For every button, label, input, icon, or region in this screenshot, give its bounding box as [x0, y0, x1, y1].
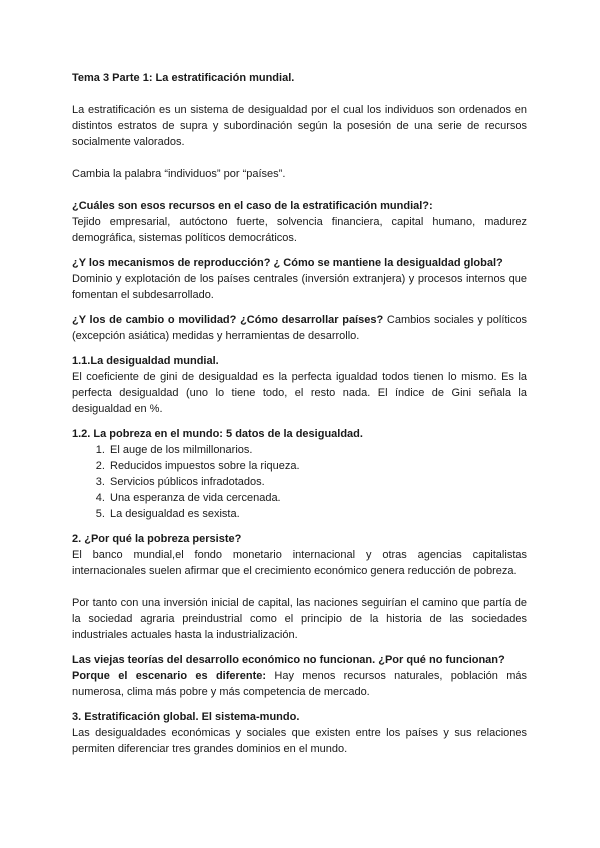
q1-question: ¿Cuáles son esos recursos en el caso de la estratificación mundial?: — [72, 200, 433, 212]
old-theories-answer — [72, 668, 527, 700]
list-item: 2. Reducidos impuestos sobre la riqueza. — [108, 458, 527, 474]
document-page — [72, 70, 527, 757]
section-1-1-heading: 1.1.La desigualdad mundial. — [72, 355, 219, 367]
q2-answer: Dominio y explotación de los países centrales (inversión extranjera) y procesos internos que fomentan el subdesarrollado. — [72, 273, 527, 301]
inequality-list — [72, 442, 527, 522]
old-theories-question: Las viejas teorías del desarrollo económico no funcionan. ¿Por qué no funcionan? — [72, 654, 505, 666]
q3-question: ¿Y los de cambio o movilidad? ¿Cómo desarrollar países? — [72, 314, 384, 326]
document-title: Tema 3 Parte 1: La estratificación mundial. — [72, 72, 295, 84]
list-item: 5. La desigualdad es sexista. — [108, 506, 527, 522]
section-3-heading: 3. Estratificación global. El sistema-mundo. — [72, 711, 300, 723]
q3-paragraph — [72, 312, 527, 344]
section-2-heading: 2. ¿Por qué la pobreza persiste? — [72, 533, 242, 545]
section-2-body-1: El banco mundial,el fondo monetario internacional y otras agencias capitalistas internacionales suelen afirmar que el crecimiento económico genera reducción de pobreza. — [72, 549, 527, 577]
q1-answer: Tejido empresarial, autóctono fuerte, solvencia financiera, capital humano, madurez demográfica, sistemas políticos democráticos. — [72, 216, 527, 244]
section-3-body: Las desigualdades económicas y sociales que existen entre los países y sus relaciones permiten diferenciar tres grandes dominios en el mundo. — [72, 727, 527, 755]
q2-question: ¿Y los mecanismos de reproducción? ¿ Cómo se mantiene la desigualdad global? — [72, 257, 503, 269]
section-1-2-heading: 1.2. La pobreza en el mundo: 5 datos de la desigualdad. — [72, 428, 363, 440]
list-item: 4. Una esperanza de vida cercenada. — [108, 490, 527, 506]
section-1-1-body: El coeficiente de gini de desigualdad es la perfecta igualdad todos tienen lo mismo. Es la perfecta desigualdad (uno lo tiene todo, el resto nada. El índice de Gini señala la desigualdad en %. — [72, 371, 527, 415]
q3-answer: Cambios sociales y políticos (excepción asiática) medidas y herramientas de desarrollo. — [72, 314, 527, 342]
list-item: 3. Servicios públicos infradotados. — [108, 474, 527, 490]
list-item: 1. El auge de los milmillonarios. — [108, 442, 527, 458]
note-paragraph: Cambia la palabra “individuos” por “países”. — [72, 168, 286, 180]
intro-paragraph: La estratificación es un sistema de desigualdad por el cual los individuos son ordenados en distintos estratos de supra y subordinación según la posesión de una serie de recursos socialmente valorados. — [72, 104, 527, 148]
old-theories-text: Hay menos recursos naturales, población más numerosa, clima más pobre y más competencia de mercado. — [72, 670, 527, 698]
old-theories-lead: Porque el escenario es diferente: — [72, 670, 267, 682]
section-2-body-2: Por tanto con una inversión inicial de capital, las naciones seguirían el camino que partía de la sociedad agraria preindustrial como el principio de la historia de las sociedades industriales actuales hasta la industrialización. — [72, 597, 527, 641]
